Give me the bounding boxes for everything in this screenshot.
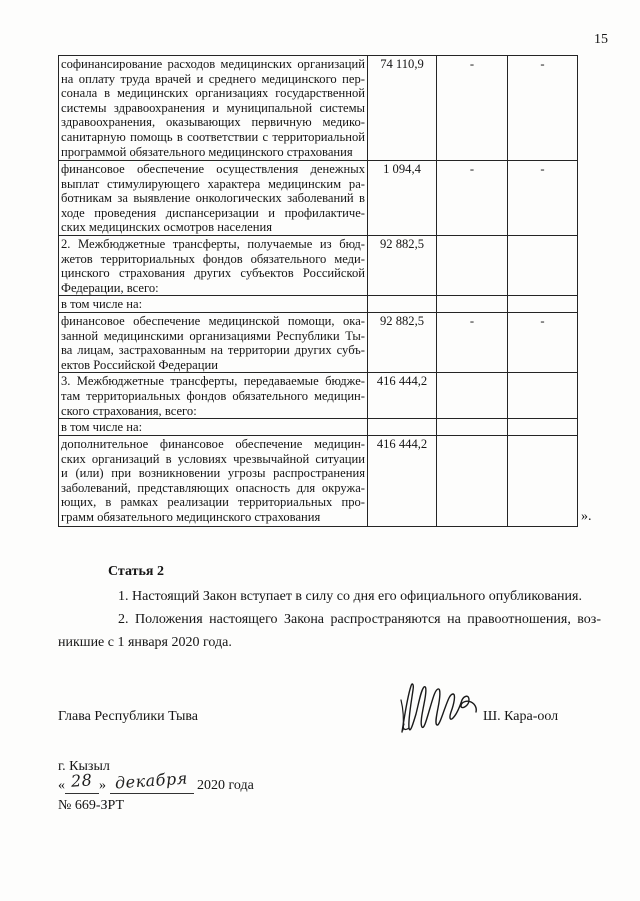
description-cell bbox=[59, 296, 368, 313]
description-line: системы здравоохранения и муниципальной системы bbox=[61, 100, 365, 115]
description-line: ектов Российской Федерации bbox=[61, 357, 218, 372]
description-line: финансовое обеспечение осуществления денежных bbox=[61, 162, 365, 176]
description-line: выплат стимулирующего характера медицинским ра- bbox=[61, 176, 365, 191]
signer-position: Глава Республики Тыва bbox=[58, 709, 199, 724]
table-row bbox=[59, 373, 578, 419]
column-4-cell bbox=[508, 435, 578, 526]
description-cell bbox=[59, 56, 368, 161]
description-line: ва лицам, застрахованным на территории других субъ- bbox=[61, 343, 365, 358]
column-4-cell bbox=[508, 312, 578, 372]
amount-cell bbox=[368, 312, 437, 372]
description-line: на оплату труда врачей и среднего медицинского пер- bbox=[61, 71, 365, 86]
amount-cell bbox=[368, 435, 437, 526]
column-3-cell bbox=[437, 236, 508, 296]
description-line: программой обязательного медицинского страхования bbox=[61, 144, 353, 159]
description-line: здравоохранения, оказывающих первичную медико- bbox=[61, 115, 365, 130]
article-paragraph-1: 1. Настоящий Закон вступает в силу со дня его официального опубликования. bbox=[118, 589, 582, 604]
column-3-cell bbox=[437, 312, 508, 372]
date-year: 2020 года bbox=[197, 778, 254, 793]
description-line: цинского страхования других субъектов Российской bbox=[61, 266, 365, 281]
column-3-cell bbox=[437, 419, 508, 436]
amount-value: 416 444,2 bbox=[376, 436, 428, 451]
table-row bbox=[59, 435, 578, 526]
description-line: заболеваний, представляющих опасность для окружа- bbox=[61, 480, 365, 495]
column-4-cell bbox=[508, 236, 578, 296]
dash-mark: - bbox=[469, 162, 475, 176]
article-heading: Статья 2 bbox=[108, 564, 164, 579]
description-line: занной медицинскими организациями Республики Ты- bbox=[61, 328, 365, 343]
table-row bbox=[59, 419, 578, 436]
signer-name: Ш. Кара-оол bbox=[483, 709, 559, 724]
amount-value: 1 094,4 bbox=[383, 162, 421, 176]
amount-cell bbox=[368, 373, 437, 419]
article-paragraph-2-line-2: никшие с 1 января 2020 года. bbox=[58, 635, 232, 650]
table-row bbox=[59, 312, 578, 372]
description-line: ходе проведения диспансеризации и профилактиче- bbox=[61, 205, 365, 220]
description-cell bbox=[59, 236, 368, 296]
dash-mark: - bbox=[540, 313, 545, 328]
date-day-field bbox=[65, 770, 99, 794]
description-line: ющих, в рамках реализации территориальных про- bbox=[61, 495, 365, 510]
amount-value: 74 110,9 bbox=[380, 57, 424, 71]
description-line: Федерации, всего: bbox=[61, 280, 159, 295]
dash-mark: - bbox=[469, 57, 475, 71]
description-line: финансовое обеспечение медицинской помощи, ока- bbox=[61, 313, 365, 328]
date-day-handwritten: 28 bbox=[70, 770, 94, 791]
closing-quote-mark: ». bbox=[581, 509, 592, 524]
issue-date bbox=[58, 768, 254, 796]
amount-cell bbox=[368, 56, 437, 161]
dash-mark: - bbox=[540, 162, 545, 176]
signature bbox=[399, 678, 479, 736]
description-line: в том числе на: bbox=[61, 297, 143, 312]
law-number: № 669-ЗРТ bbox=[58, 798, 125, 813]
column-3-cell bbox=[437, 56, 508, 161]
amount-cell bbox=[368, 236, 437, 296]
column-3-cell bbox=[437, 373, 508, 419]
description-line: и (или) при возникновении угрозы распространения bbox=[61, 466, 365, 481]
column-4-cell bbox=[508, 161, 578, 236]
description-line: санитарную помощь в соответствии с территориальной bbox=[61, 129, 365, 144]
description-line: в том числе на: bbox=[61, 420, 143, 435]
amount-value: 92 882,5 bbox=[379, 237, 425, 251]
page-number: 15 bbox=[594, 32, 608, 47]
table-row bbox=[59, 161, 578, 236]
amount-cell bbox=[368, 296, 437, 313]
column-4-cell bbox=[508, 373, 578, 419]
amount-cell bbox=[368, 419, 437, 436]
column-4-cell bbox=[508, 419, 578, 436]
description-cell bbox=[59, 435, 368, 526]
date-open-quote: « bbox=[58, 778, 65, 793]
description-line: жетов территориальных фондов обязательного меди- bbox=[61, 251, 365, 266]
description-cell bbox=[59, 161, 368, 236]
budget-table bbox=[58, 55, 578, 527]
column-4-cell bbox=[508, 56, 578, 161]
description-line: ских организаций в условиях чрезвычайной ситуации bbox=[61, 451, 365, 466]
description-cell bbox=[59, 373, 368, 419]
date-month-handwritten: декабря bbox=[114, 768, 189, 793]
column-4-cell bbox=[508, 296, 578, 313]
description-line: дополнительное финансовое обеспечение медицин- bbox=[61, 436, 365, 451]
dash-mark: - bbox=[469, 313, 475, 328]
column-3-cell bbox=[437, 161, 508, 236]
table-row bbox=[59, 296, 578, 313]
description-line: ботникам за выявление онкологических заболеваний в bbox=[61, 191, 365, 206]
date-close-quote: » bbox=[99, 778, 106, 793]
budget-table-body bbox=[59, 56, 578, 527]
column-3-cell bbox=[437, 435, 508, 526]
table-row bbox=[59, 56, 578, 161]
description-line: грамм обязательного медицинского страхования bbox=[61, 509, 321, 524]
amount-cell bbox=[368, 161, 437, 236]
issue-place: г. Кызыл bbox=[58, 759, 110, 774]
description-line: сонала в медицинских организациях государственной bbox=[61, 86, 365, 101]
description-cell bbox=[59, 312, 368, 372]
description-line: ского страхования, всего: bbox=[61, 403, 197, 418]
column-3-cell bbox=[437, 296, 508, 313]
description-line: 2. Межбюджетные трансферты, получаемые из бюд- bbox=[61, 237, 365, 251]
description-line: 3. Межбюджетные трансферты, передаваемые бюдже- bbox=[61, 374, 365, 389]
date-month-field bbox=[110, 768, 194, 794]
amount-value: 92 882,5 bbox=[379, 313, 425, 328]
description-line: ских медицинских осмотров населения bbox=[61, 220, 273, 235]
description-line: там территориальных фондов обязательного медицин- bbox=[61, 388, 365, 403]
description-line: софинансирование расходов медицинских организаций bbox=[61, 57, 365, 71]
dash-mark: - bbox=[540, 57, 545, 71]
article-paragraph-2-line-1: 2. Положения настоящего Закона распространяются на правоотношения, воз- bbox=[118, 612, 601, 627]
table-row bbox=[59, 236, 578, 296]
amount-value: 416 444,2 bbox=[376, 374, 428, 389]
description-cell bbox=[59, 419, 368, 436]
